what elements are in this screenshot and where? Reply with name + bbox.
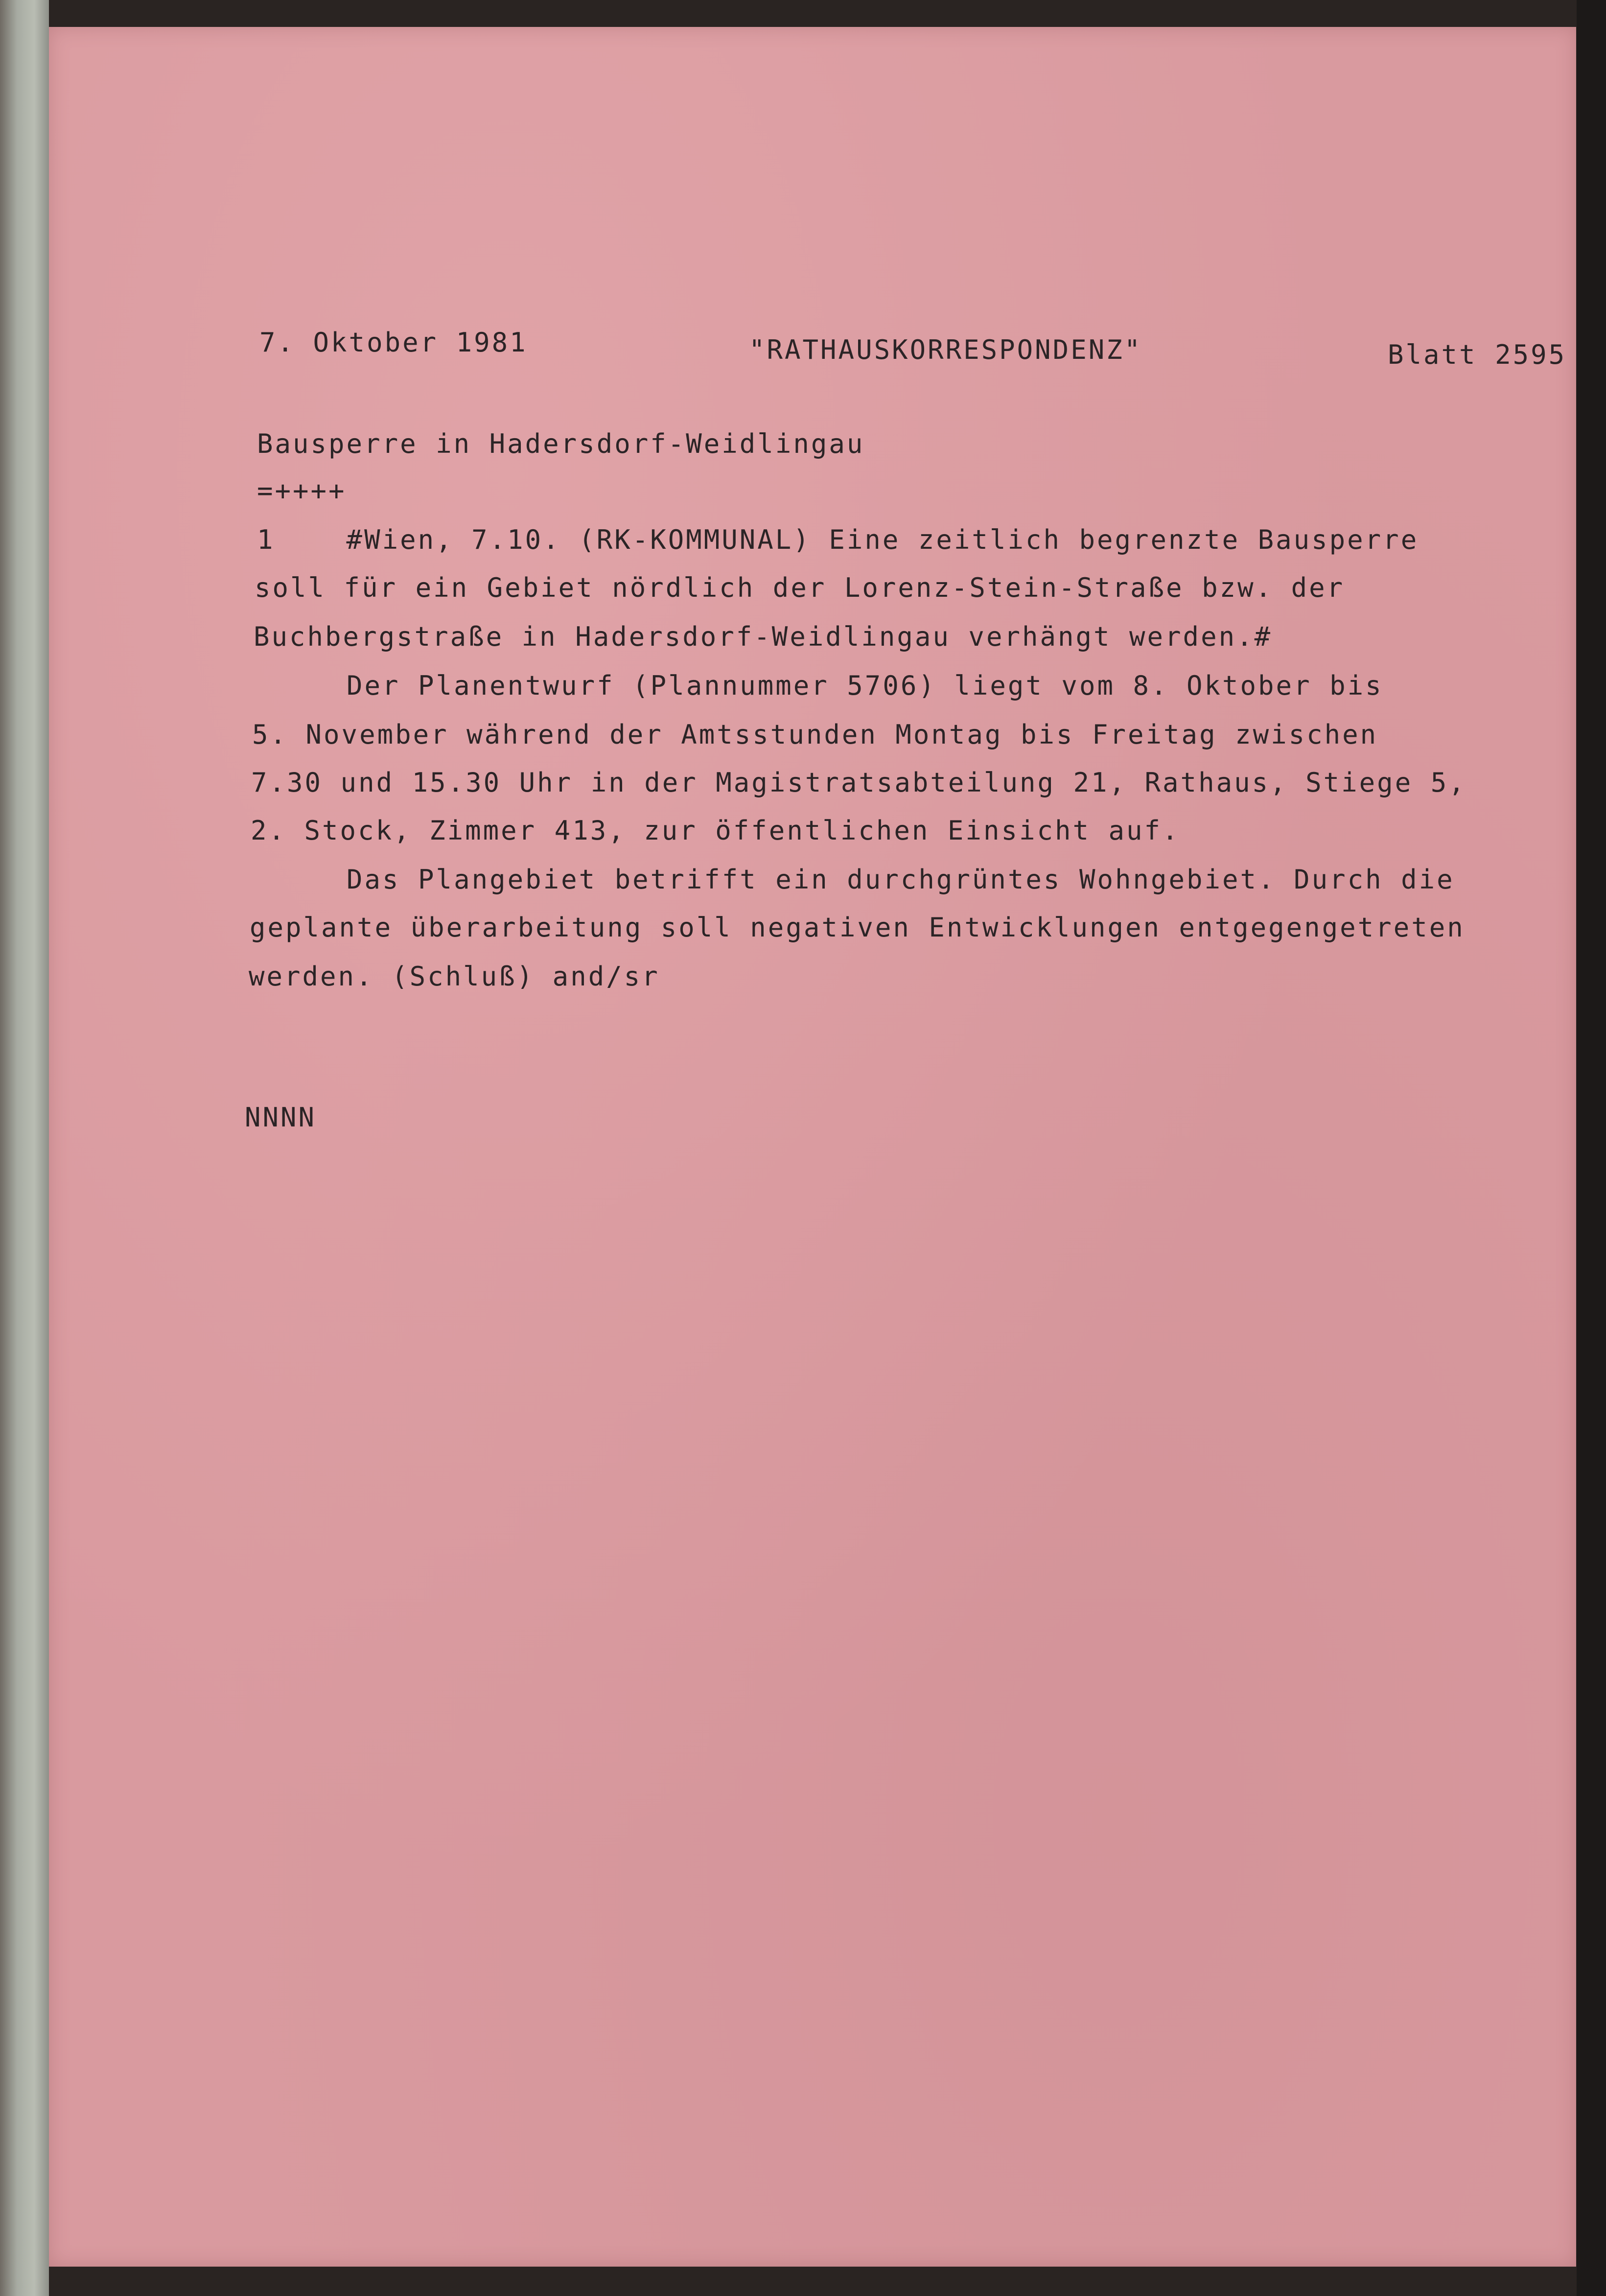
article-line: geplante überarbeitung soll negativen Entwicklungen entgegengetreten bbox=[250, 912, 1465, 943]
scanner-right-edge bbox=[1577, 0, 1606, 2296]
header-publication-title: "RATHAUSKORRESPONDENZ" bbox=[749, 334, 1142, 365]
article-marker: =++++ bbox=[257, 475, 347, 506]
article-line: Buchbergstraße in Hadersdorf-Weidlingau verhängt werden.# bbox=[254, 621, 1273, 652]
article-line: Das Plangebiet betrifft ein durchgrüntes Wohngebiet. Durch die bbox=[347, 864, 1455, 895]
article-line: 7.30 und 15.30 Uhr in der Magistratsabteilung 21, Rathaus, Stiege 5, bbox=[251, 767, 1466, 798]
header-sheet-number: Blatt 2595 bbox=[1388, 339, 1567, 370]
article-line: 1 #Wien, 7.10. (RK-KOMMUNAL) Eine zeitlich begrenzte Bausperre bbox=[257, 524, 1419, 555]
article-line: 2. Stock, Zimmer 413, zur öffentlichen Einsicht auf. bbox=[251, 815, 1180, 846]
document-page bbox=[49, 27, 1576, 2267]
scanner-binding-edge bbox=[0, 0, 49, 2296]
article-line: werden. (Schluß) and/sr bbox=[249, 961, 660, 992]
end-marker: NNNN bbox=[245, 1102, 317, 1133]
article-line: 5. November während der Amtsstunden Montag bis Freitag zwischen bbox=[252, 719, 1378, 750]
article-line: soll für ein Gebiet nördlich der Lorenz-Stein-Straße bzw. der bbox=[255, 572, 1345, 603]
article-line: Der Planentwurf (Plannummer 5706) liegt vom 8. Oktober bis bbox=[347, 670, 1383, 701]
article-headline: Bausperre in Hadersdorf-Weidlingau bbox=[257, 428, 865, 459]
header-date: 7. Oktober 1981 bbox=[259, 327, 528, 358]
